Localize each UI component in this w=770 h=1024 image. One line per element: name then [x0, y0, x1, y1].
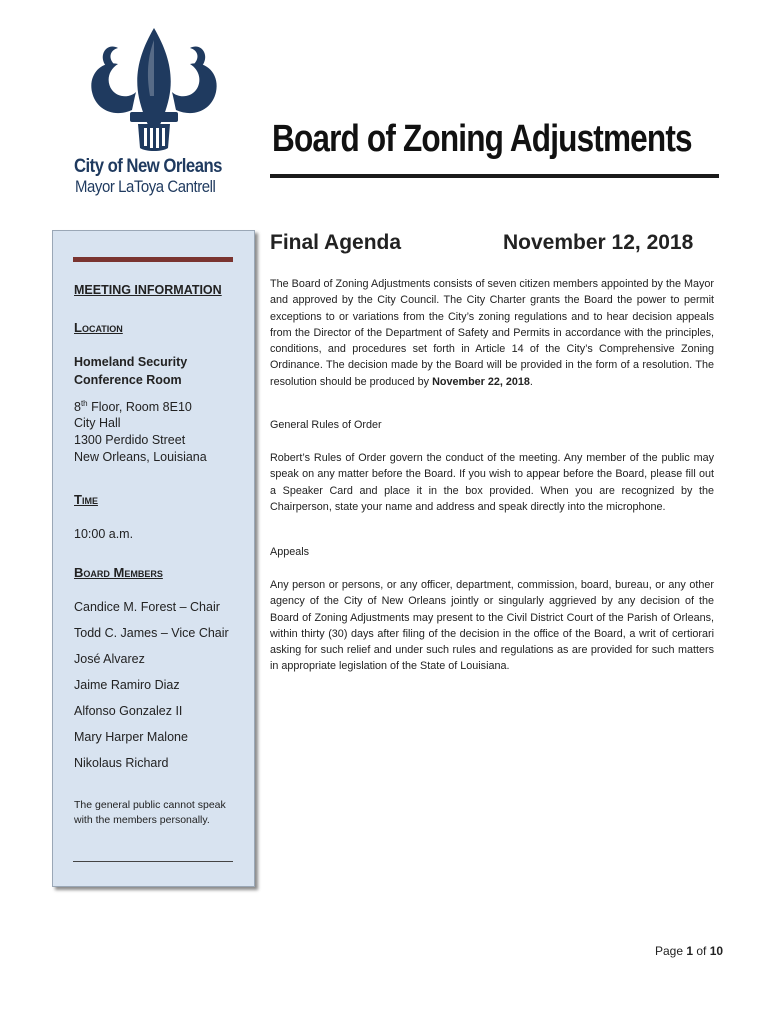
page-current: 1 — [686, 944, 694, 958]
location-building: City Hall — [74, 416, 121, 430]
rules-heading: General Rules of Order — [270, 419, 382, 431]
fleur-de-lis-icon — [84, 26, 224, 156]
title-divider — [270, 174, 719, 178]
sidebar-bottom-divider — [73, 861, 233, 862]
city-name: City of New Orleans — [74, 156, 222, 177]
location-heading: Location — [74, 320, 123, 335]
intro-text: The Board of Zoning Adjustments consists of seven citizen members appointed by the Mayor and approved by the City Council. The City Charter grants the Board the power to permit exceptions to or variations from the City’s zoning regulations and to hear decision appeals from the Director of the Department of Safety and Permits in accordance with the principles, conditions, and procedures set forth in Article 14 of the City’s Comprehensive Zoning Ordinance. The decision made by the Board will be provided in the form of a resolution. The resolution should be produced by — [270, 278, 714, 388]
member-item: Todd C. James – Vice Chair — [74, 626, 229, 640]
agenda-title: Final Agenda — [270, 231, 402, 254]
location-street: 1300 Perdido Street — [74, 433, 186, 447]
intro-end: . — [529, 375, 533, 388]
resolution-date: November 22, 2018 — [432, 375, 530, 388]
location-floor — [74, 399, 192, 414]
mayor-name: Mayor LaToya Cantrell — [75, 177, 216, 196]
page-title: Board of Zoning Adjustments — [272, 118, 692, 160]
appeals-heading: Appeals — [270, 546, 310, 558]
rules-paragraph: Robert’s Rules of Order govern the conduct of the meeting. Any member of the public may speak on any matter before the Board. If you wish to appear before the Board, please fill out a Speaker Card and place it in the box provided. When you are recognized by the Chairperson, state your name and address and speak directly into the microphone. — [270, 452, 714, 513]
page-of: of — [693, 944, 710, 958]
page-label: Page — [655, 944, 687, 958]
meeting-info-sidebar — [52, 230, 255, 887]
public-note-line2: with the members personally. — [74, 814, 210, 826]
appeals-paragraph: Any person or persons, or any officer, department, commission, board, bureau, or any other agency of the City of New Orleans jointly or singularly aggrieved by any decision of the Board of Zoning Adjustments may present to the Civil District Court of the Parish of Orleans, within thirty (30) days after filing of the decision in the office of the Board, a writ of certiorari asking for such relief and under such rules and regulations as are provided for such matters in appropriate legislation of the State of Louisiana. — [270, 579, 714, 673]
location-city: New Orleans, Louisiana — [74, 450, 207, 464]
floor-room: Floor, Room 8E10 — [87, 400, 192, 415]
member-item: Candice M. Forest – Chair — [74, 600, 220, 614]
member-item: Nikolaus Richard — [74, 756, 169, 770]
intro-paragraph — [270, 276, 714, 390]
page-number — [655, 944, 723, 958]
page-total: 10 — [709, 944, 724, 958]
member-item: Jaime Ramiro Diaz — [74, 678, 180, 692]
sidebar-top-divider — [73, 257, 233, 262]
meeting-info-heading: MEETING INFORMATION — [74, 283, 222, 297]
meeting-time: 10:00 a.m. — [74, 527, 134, 541]
member-item: José Alvarez — [74, 652, 145, 666]
member-item: Alfonso Gonzalez II — [74, 704, 183, 718]
board-members-heading: Board Members — [74, 565, 163, 580]
agenda-date: November 12, 2018 — [503, 231, 694, 254]
public-note-line1: The general public cannot speak — [74, 799, 226, 811]
location-name-line2: Conference Room — [74, 373, 182, 387]
member-item: Mary Harper Malone — [74, 730, 188, 744]
time-heading: Time — [74, 492, 98, 507]
floor-number: 8 — [74, 400, 81, 415]
floor-suffix: th — [80, 399, 88, 408]
location-name-line1: Homeland Security — [74, 355, 188, 369]
